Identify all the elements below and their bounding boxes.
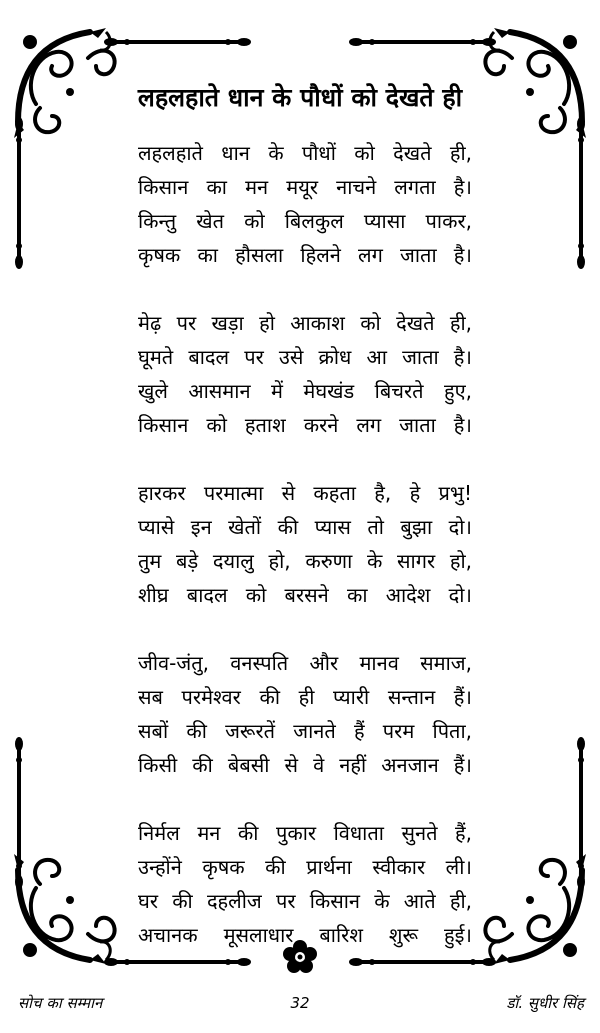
right-divider-top (577, 117, 585, 269)
poem-line: हारकर परमात्मा से कहता है, हे प्रभु! (138, 481, 472, 505)
poem-line: सब परमेश्वर की ही प्यारी सन्तान हैं। (138, 685, 472, 709)
poem-line: कृषक का हौसला हिलने लग जाता है। (138, 243, 472, 267)
poem-line: उन्होंने कृषक की प्रार्थना स्वीकार ली। (138, 855, 472, 879)
author-name: डॉ. सुधीर सिंह (506, 994, 584, 1012)
poem-line: लहलहाते धान के पौधों को देखते ही, (138, 141, 472, 165)
poem-line: प्यासे इन खेतों की प्यास तो बुझा दो। (138, 515, 472, 539)
poem-line: किन्तु खेत को बिलकुल प्यासा पाकर, (138, 209, 472, 233)
poem-line: अचानक मूसलाधार बारिश शुरू हुई। (138, 923, 472, 947)
stanza-3 (138, 476, 472, 646)
poem-line: किसान का मन मयूर नाचने लगता है। (138, 175, 472, 199)
page-footer (0, 988, 600, 1018)
poem-line: शीघ्र बादल को बरसने का आदेश दो। (138, 583, 472, 607)
page-number: 32 (290, 994, 310, 1012)
corner-ornament-bottom-right (485, 854, 586, 964)
poem-line: घूमते बादल पर उसे क्रोध आ जाता है। (138, 345, 472, 369)
poem-line: सबों की जरूरतें जानते हैं परम पिता, (138, 719, 472, 743)
poem-line: जीव-जंतु, वनस्पति और मानव समाज, (138, 651, 472, 675)
poem-line: घर की दहलीज पर किसान के आते ही, (138, 889, 472, 913)
poem-line: किसी की बेबसी से वे नहीं अनजान हैं। (138, 753, 472, 777)
right-divider-bottom (577, 737, 585, 889)
stanza-2 (138, 306, 472, 476)
top-divider-right (349, 38, 496, 46)
corner-ornament-bottom-left (14, 854, 115, 964)
poem-body (138, 136, 472, 986)
stanza-1 (138, 136, 472, 306)
poem-line: खुले आसमान में मेघखंड बिचरते हुए, (138, 379, 472, 403)
left-divider-bottom (15, 737, 23, 889)
poem-line: किसान को हताश करने लग जाता है। (138, 413, 472, 437)
stanza-4 (138, 646, 472, 816)
poem-line: मेढ़ पर खड़ा हो आकाश को देखते ही, (138, 311, 472, 335)
poem-title: लहलहाते धान के पौधों को देखते ही (137, 83, 463, 112)
stanza-5 (138, 816, 472, 986)
book-title: सोच का सम्मान (18, 994, 103, 1012)
top-divider-left (104, 38, 251, 46)
left-divider-top (15, 117, 23, 269)
poem-line: निर्मल मन की पुकार विधाता सुनते हैं, (138, 821, 472, 845)
poem-line: तुम बड़े दयालु हो, करुणा के सागर हो, (138, 549, 472, 573)
